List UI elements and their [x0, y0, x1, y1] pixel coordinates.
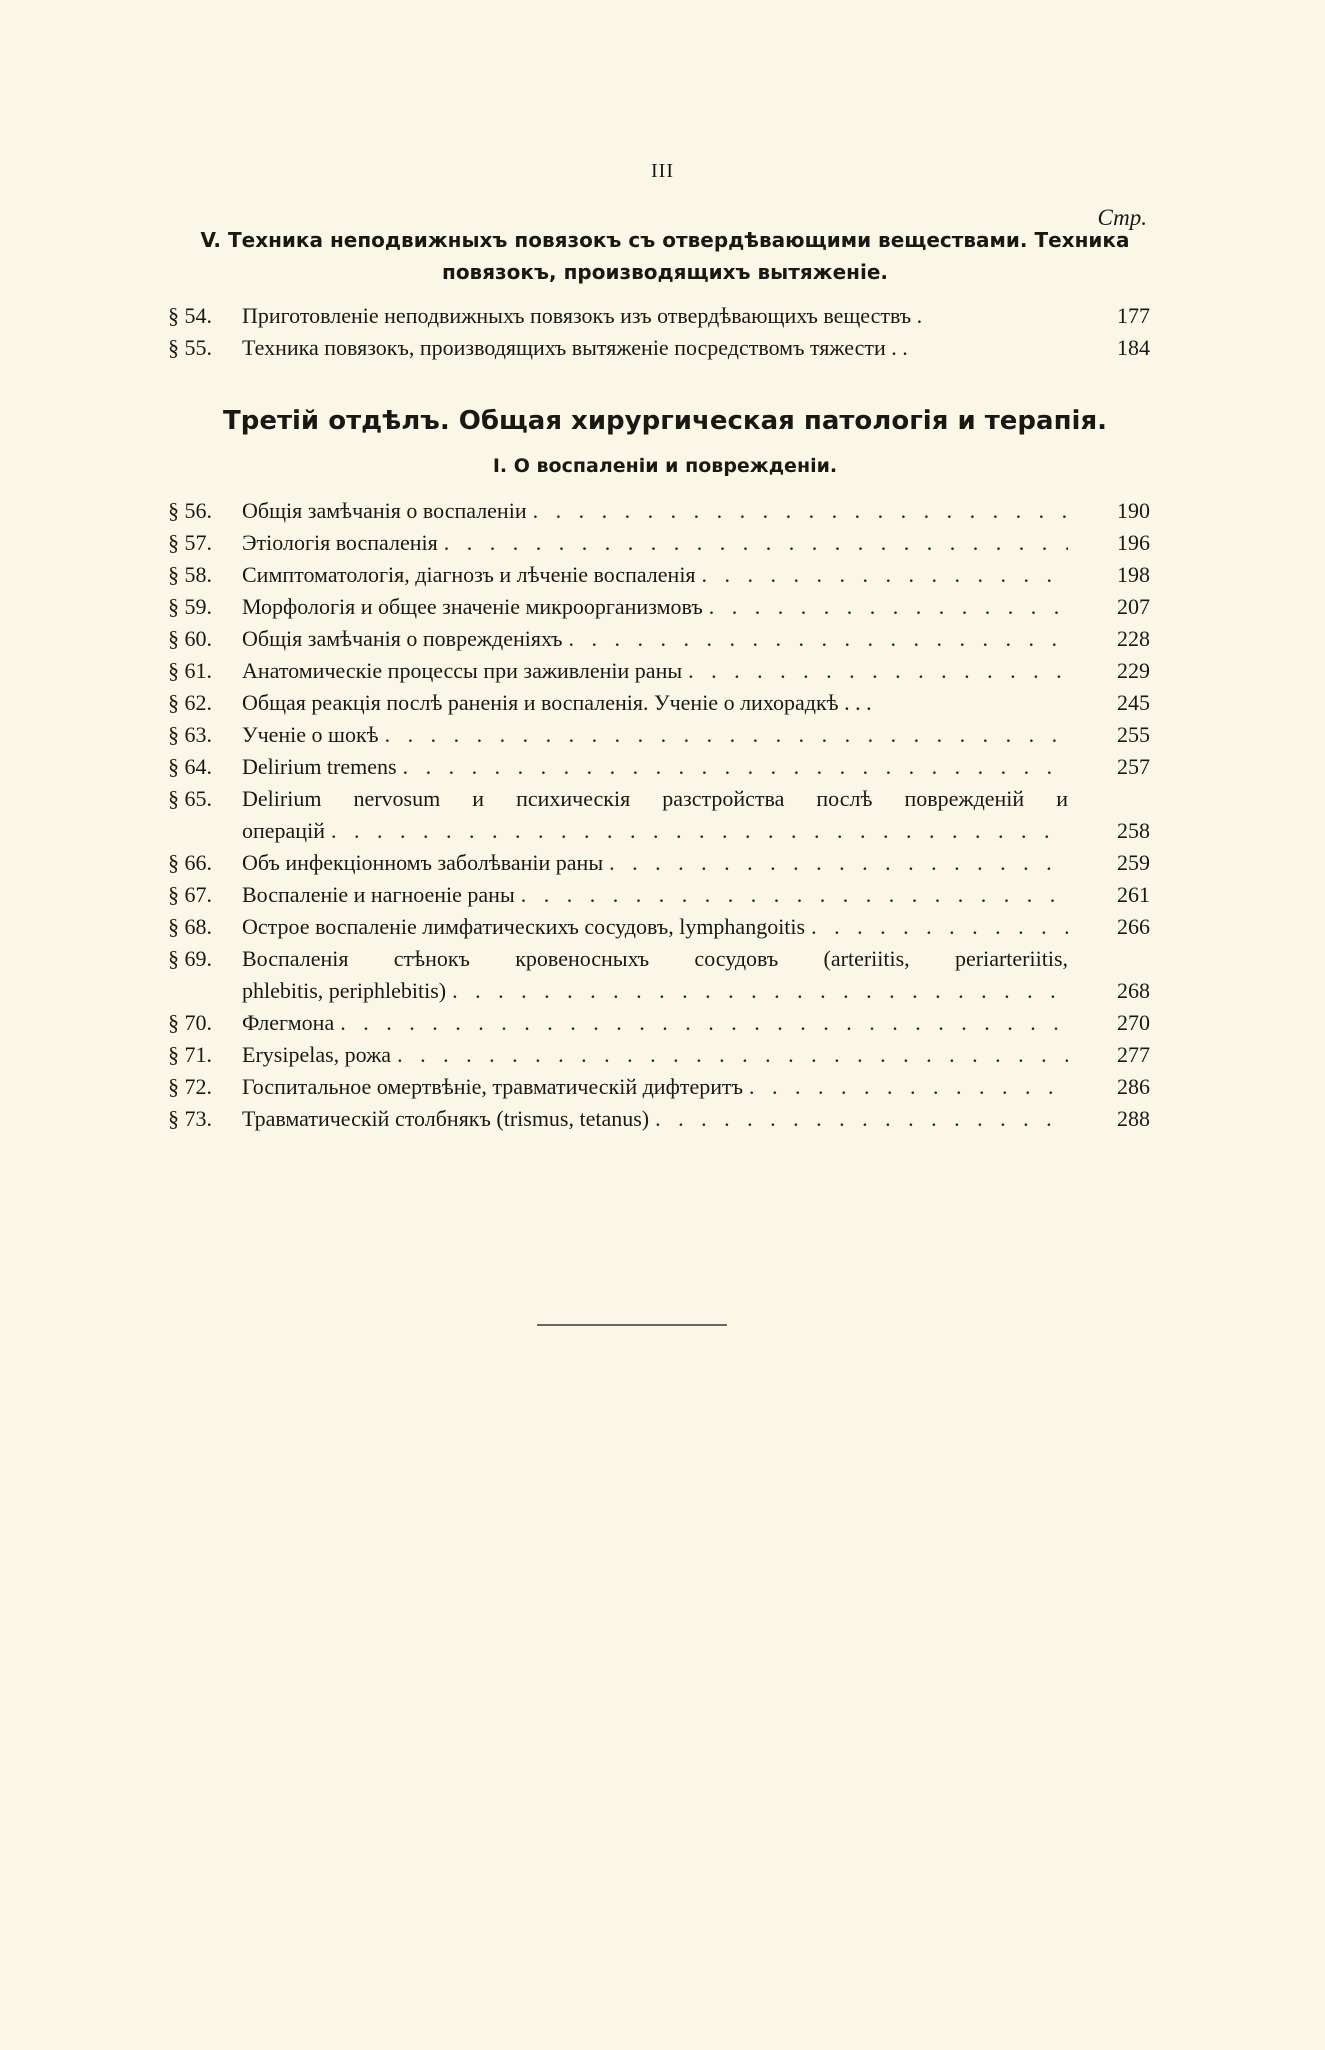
- toc-entry: [168, 687, 1150, 719]
- page-column-label: Стр.: [1097, 205, 1147, 230]
- toc-entry: [168, 1007, 1150, 1039]
- entry-title: операцій: [242, 818, 325, 843]
- dot-leader: [325, 815, 1068, 847]
- entry-title: Техника повязокъ, производящихъ вытяженіе посредствомъ тяжести . .: [242, 335, 908, 360]
- dot-leader: [438, 527, 1068, 559]
- section-number: § 63.: [168, 722, 212, 747]
- closing-rule: [537, 1324, 727, 1326]
- entry-title: Флегмона: [242, 1010, 335, 1035]
- page-ref: 207: [1117, 594, 1150, 619]
- dot-leader: [805, 911, 1068, 943]
- entry-title: Delirium nervosum и психическія разстройства послѣ поврежденій и: [242, 786, 1068, 811]
- toc-entry: [168, 1071, 1150, 1103]
- toc-entry: [168, 655, 1150, 687]
- entry-title: Анатомическіе процессы при заживленіи раны: [242, 658, 683, 683]
- section-number: § 57.: [168, 530, 212, 555]
- section-number: § 67.: [168, 882, 212, 907]
- subsection-heading: I. О воспаленіи и поврежденіи.: [492, 455, 838, 477]
- page-ref: 268: [1117, 978, 1150, 1003]
- page-ref: 259: [1117, 850, 1150, 875]
- entry-title: Воспаленія стѣнокъ кровеносныхъ сосудовъ (arteriitis, periarteriitis,: [242, 946, 1068, 971]
- toc-entry: [168, 559, 1150, 591]
- section-number: § 54.: [168, 303, 212, 328]
- page-ref: 258: [1117, 818, 1150, 843]
- toc-entry: [168, 623, 1150, 655]
- entry-title: Erysipelas, рожа: [242, 1042, 392, 1067]
- page-ref: 190: [1117, 498, 1150, 523]
- page-ref: 255: [1117, 722, 1150, 747]
- page-ref: 257: [1117, 754, 1150, 779]
- page-ref: 177: [1117, 303, 1150, 328]
- dot-leader: [649, 1103, 1068, 1135]
- toc-entry: [168, 783, 1150, 847]
- section-number: § 70.: [168, 1010, 212, 1035]
- entry-title: phlebitis, periphlebitis): [242, 978, 447, 1003]
- entry-title: Госпитальное омертвѣніе, травматическій дифтеритъ: [242, 1074, 743, 1099]
- section-v-heading-line1: V. Техника неподвижныхъ повязокъ съ отвердѣвающими веществами. Техника: [200, 228, 1130, 252]
- entry-title: Общая реакція послѣ раненія и воспаленія. Ученіе о лихорадкѣ . . .: [242, 690, 872, 715]
- section-number: § 61.: [168, 658, 212, 683]
- toc-entry: [168, 300, 1150, 332]
- section-number: § 66.: [168, 850, 212, 875]
- page-ref: 286: [1117, 1074, 1150, 1099]
- toc-entry: [168, 527, 1150, 559]
- entry-title: Общія замѣчанія о поврежденіяхъ: [242, 626, 563, 651]
- entry-title: Delirium tremens: [242, 754, 397, 779]
- entry-title: Воспаленіе и нагноеніе раны: [242, 882, 515, 907]
- entry-title: Объ инфекціонномъ заболѣваніи раны: [242, 850, 604, 875]
- toc-entry: [168, 847, 1150, 879]
- section-number: § 68.: [168, 914, 212, 939]
- toc-entry: [168, 1103, 1150, 1135]
- section-number: § 69.: [168, 946, 212, 971]
- section-number: § 56.: [168, 498, 212, 523]
- toc-entry: [168, 1039, 1150, 1071]
- section-number: § 64.: [168, 754, 212, 779]
- entry-title: Травматическій столбнякъ (trismus, tetanus): [242, 1106, 650, 1131]
- section-number: § 71.: [168, 1042, 212, 1067]
- dot-leader: [696, 559, 1068, 591]
- page-ref: 229: [1117, 658, 1150, 683]
- page-number: III: [651, 160, 674, 182]
- toc-entry: [168, 911, 1150, 943]
- toc-entry: [168, 495, 1150, 527]
- toc-part-three: [168, 495, 1150, 1135]
- page-ref: 184: [1117, 335, 1150, 360]
- section-number: § 72.: [168, 1074, 212, 1099]
- dot-leader: [397, 751, 1068, 783]
- entry-title: Морфологія и общее значеніе микроорганизмовъ: [242, 594, 703, 619]
- toc-entry: [168, 332, 1150, 364]
- dot-leader: [446, 975, 1068, 1007]
- page-ref: 196: [1117, 530, 1150, 555]
- page-ref: 228: [1117, 626, 1150, 651]
- section-number: § 60.: [168, 626, 212, 651]
- section-number: § 55.: [168, 335, 212, 360]
- toc-entry: [168, 879, 1150, 911]
- toc-entry: [168, 943, 1150, 1007]
- part-three-heading: Третій отдѣлъ. Общая хирургическая патологія и терапія.: [222, 406, 1108, 436]
- page-ref: 198: [1117, 562, 1150, 587]
- dot-leader: [703, 591, 1068, 623]
- toc-section-v: [168, 300, 1150, 364]
- toc-entry: [168, 591, 1150, 623]
- entry-title: Ученіе о шокѣ: [242, 722, 379, 747]
- entry-title: Общія замѣчанія о воспаленіи: [242, 498, 527, 523]
- page-ref: 277: [1117, 1042, 1150, 1067]
- toc-entry: [168, 751, 1150, 783]
- dot-leader: [391, 1039, 1068, 1071]
- dot-leader: [563, 623, 1068, 655]
- dot-leader: [379, 719, 1068, 751]
- entry-title: Приготовленіе неподвижныхъ повязокъ изъ отвердѣвающихъ веществъ .: [242, 303, 923, 328]
- dot-leader: [334, 1007, 1068, 1039]
- page-ref: 270: [1117, 1010, 1150, 1035]
- dot-leader: [603, 847, 1068, 879]
- section-v-heading-line2: повязокъ, производящихъ вытяженіе.: [442, 260, 888, 284]
- page-ref: 266: [1117, 914, 1150, 939]
- section-number: § 62.: [168, 690, 212, 715]
- dot-leader: [743, 1071, 1068, 1103]
- entry-title: Этіологія воспаленія: [242, 530, 438, 555]
- toc-entry: [168, 719, 1150, 751]
- section-number: § 59.: [168, 594, 212, 619]
- dot-leader: [527, 495, 1068, 527]
- dot-leader: [515, 879, 1068, 911]
- entry-title: Симптоматологія, діагнозъ и лѣченіе воспаленія: [242, 562, 696, 587]
- section-number: § 65.: [168, 786, 212, 811]
- dot-leader: [682, 655, 1068, 687]
- page-ref: 288: [1117, 1106, 1150, 1131]
- section-number: § 58.: [168, 562, 212, 587]
- page-ref: 261: [1117, 882, 1150, 907]
- entry-title: Острое воспаленіе лимфатическихъ сосудовъ, lymphangoitis: [242, 914, 806, 939]
- section-number: § 73.: [168, 1106, 212, 1131]
- page-ref: 245: [1117, 690, 1150, 715]
